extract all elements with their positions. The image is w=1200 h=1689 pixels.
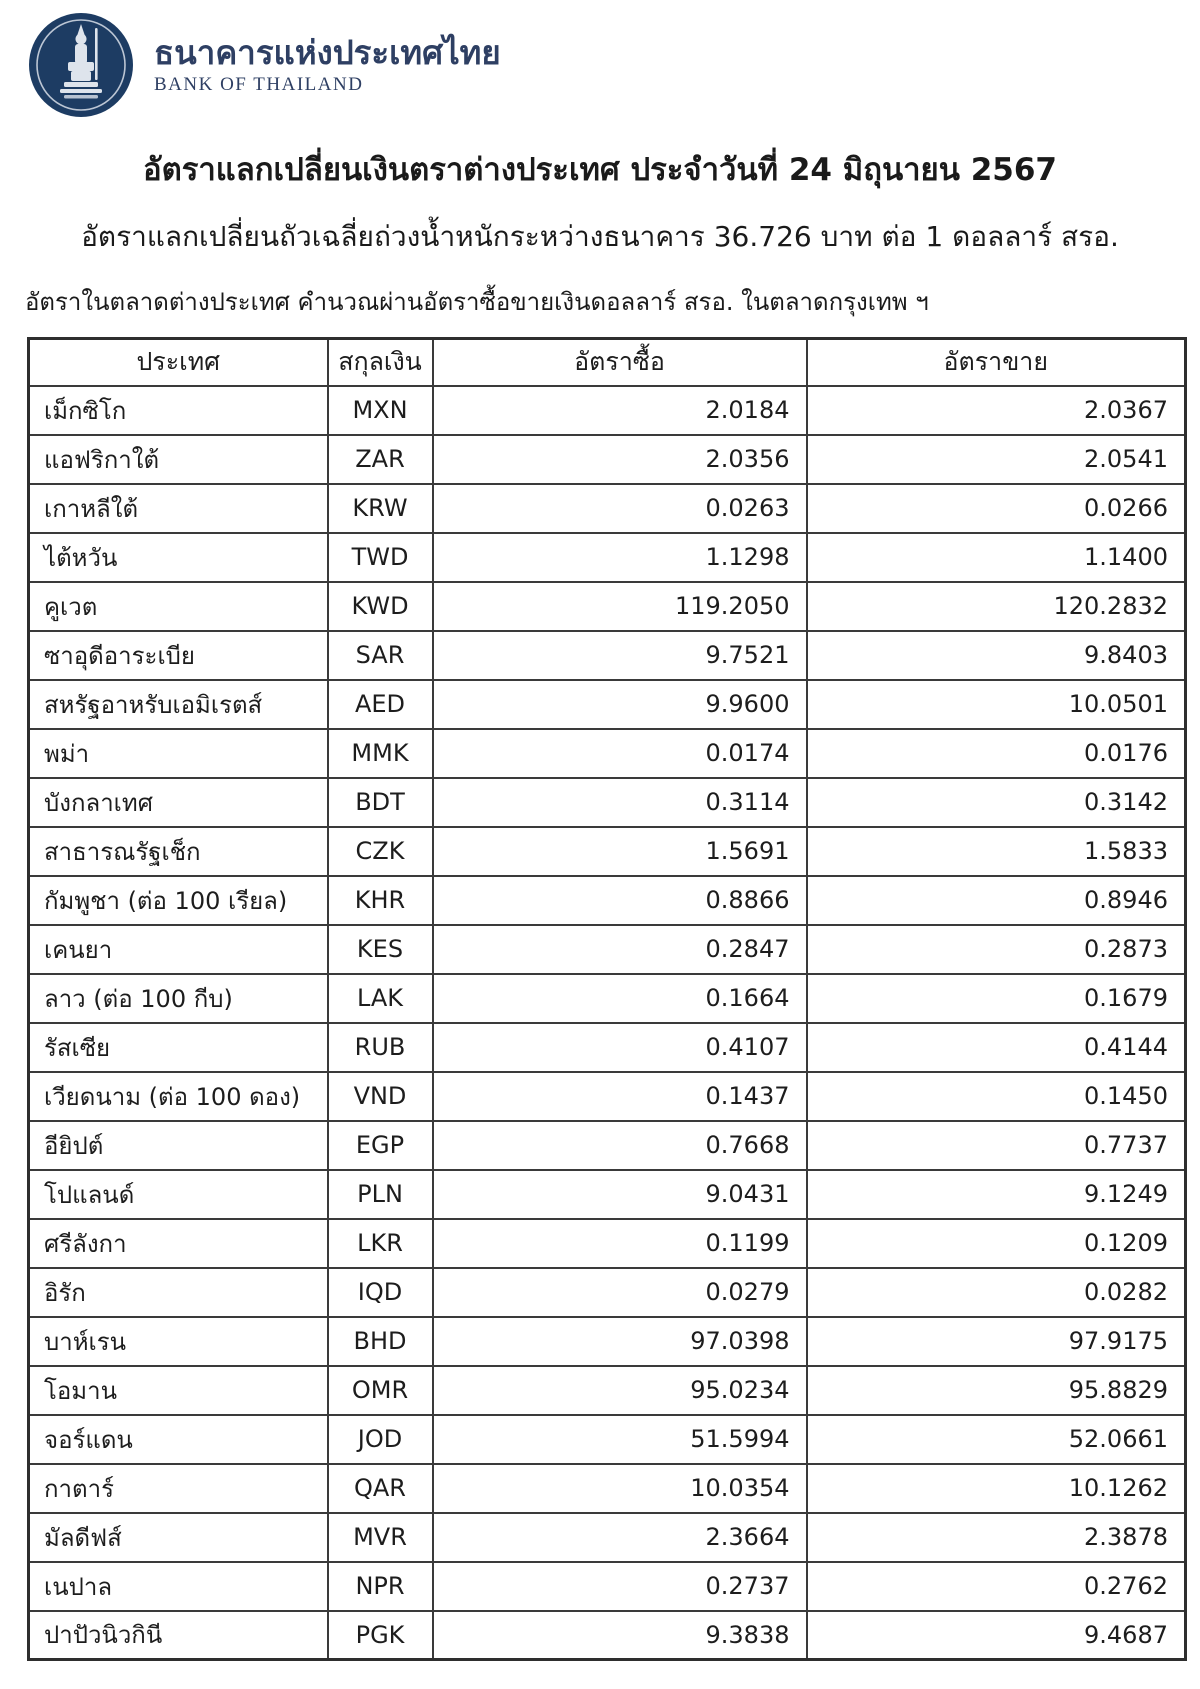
buy-rate-cell: 97.0398 [433,1317,807,1366]
sell-rate-cell: 0.1679 [807,974,1186,1023]
currency-cell: OMR [328,1366,433,1415]
buy-rate-cell: 0.7668 [433,1121,807,1170]
buy-rate-cell: 9.9600 [433,680,807,729]
bank-of-thailand-emblem-icon [28,12,134,118]
currency-cell: KWD [328,582,433,631]
country-cell: คูเวต [29,582,328,631]
sell-rate-cell: 0.8946 [807,876,1186,925]
column-header-buy-rate: อัตราซื้อ [433,339,807,386]
country-cell: ซาอุดีอาระเบีย [29,631,328,680]
country-cell: อียิปต์ [29,1121,328,1170]
currency-cell: KRW [328,484,433,533]
buy-rate-cell: 2.0184 [433,386,807,435]
buy-rate-cell: 9.3838 [433,1611,807,1660]
country-cell: มัลดีฟส์ [29,1513,328,1562]
currency-cell: KES [328,925,433,974]
sell-rate-cell: 2.3878 [807,1513,1186,1562]
table-row [29,1170,1186,1219]
country-cell: ศรีลังกา [29,1219,328,1268]
currency-cell: KHR [328,876,433,925]
country-cell: ปาปัวนิวกินี [29,1611,328,1660]
sell-rate-cell: 0.0282 [807,1268,1186,1317]
table-row [29,1023,1186,1072]
buy-rate-cell: 9.7521 [433,631,807,680]
country-cell: สาธารณรัฐเช็ก [29,827,328,876]
country-cell: เนปาล [29,1562,328,1611]
table-row [29,974,1186,1023]
sell-rate-cell: 0.2762 [807,1562,1186,1611]
table-row [29,778,1186,827]
buy-rate-cell: 0.2847 [433,925,807,974]
buy-rate-cell: 9.0431 [433,1170,807,1219]
table-row [29,1317,1186,1366]
buy-rate-cell: 1.5691 [433,827,807,876]
sell-rate-cell: 9.4687 [807,1611,1186,1660]
page-subtitle: อัตราแลกเปลี่ยนถัวเฉลี่ยถ่วงน้ำหนักระหว่างธนาคาร 36.726 บาท ต่อ 1 ดอลลาร์ สรอ. [81,219,1119,253]
buy-rate-cell: 10.0354 [433,1464,807,1513]
sell-rate-cell: 0.0176 [807,729,1186,778]
currency-cell: IQD [328,1268,433,1317]
exchange-rates-table [27,337,1187,1661]
table-row [29,1513,1186,1562]
buy-rate-cell: 0.0174 [433,729,807,778]
currency-cell: LKR [328,1219,433,1268]
sell-rate-cell: 0.4144 [807,1023,1186,1072]
country-cell: กาตาร์ [29,1464,328,1513]
currency-cell: RUB [328,1023,433,1072]
table-row [29,435,1186,484]
buy-rate-cell: 0.1664 [433,974,807,1023]
currency-cell: JOD [328,1415,433,1464]
country-cell: เม็กซิโก [29,386,328,435]
country-cell: กัมพูชา (ต่อ 100 เรียล) [29,876,328,925]
sell-rate-cell: 0.7737 [807,1121,1186,1170]
page-header [0,0,1200,118]
table-row [29,1121,1186,1170]
table-row [29,827,1186,876]
table-header-row [29,339,1186,386]
sell-rate-cell: 9.8403 [807,631,1186,680]
country-cell: เวียดนาม (ต่อ 100 ดอง) [29,1072,328,1121]
rates-table-body [29,386,1186,1660]
country-cell: โปแลนด์ [29,1170,328,1219]
sell-rate-cell: 0.2873 [807,925,1186,974]
buy-rate-cell: 0.3114 [433,778,807,827]
table-row [29,1415,1186,1464]
sell-rate-cell: 0.1209 [807,1219,1186,1268]
sell-rate-cell: 2.0367 [807,386,1186,435]
org-name-block [154,34,501,97]
buy-rate-cell: 95.0234 [433,1366,807,1415]
table-row [29,1219,1186,1268]
table-row [29,1562,1186,1611]
table-row [29,631,1186,680]
table-row [29,1464,1186,1513]
sell-rate-cell: 0.3142 [807,778,1186,827]
sell-rate-cell: 52.0661 [807,1415,1186,1464]
table-row [29,729,1186,778]
currency-cell: LAK [328,974,433,1023]
buy-rate-cell: 0.4107 [433,1023,807,1072]
country-cell: แอฟริกาใต้ [29,435,328,484]
table-row [29,582,1186,631]
currency-cell: VND [328,1072,433,1121]
page-title: อัตราแลกเปลี่ยนเงินตราต่างประเทศ ประจำวันที่ 24 มิถุนายน 2567 [143,152,1057,188]
sell-rate-cell: 95.8829 [807,1366,1186,1415]
buy-rate-cell: 0.0279 [433,1268,807,1317]
table-row [29,680,1186,729]
sell-rate-cell: 120.2832 [807,582,1186,631]
buy-rate-cell: 51.5994 [433,1415,807,1464]
currency-cell: PLN [328,1170,433,1219]
country-cell: ไต้หวัน [29,533,328,582]
country-cell: บังกลาเทศ [29,778,328,827]
table-row [29,1611,1186,1660]
org-name-english: BANK OF THAILAND [154,74,364,96]
country-cell: รัสเซีย [29,1023,328,1072]
table-row [29,484,1186,533]
currency-cell: ZAR [328,435,433,484]
currency-cell: TWD [328,533,433,582]
column-header-currency: สกุลเงิน [328,339,433,386]
buy-rate-cell: 119.2050 [433,582,807,631]
country-cell: พม่า [29,729,328,778]
currency-cell: CZK [328,827,433,876]
market-note: อัตราในตลาดต่างประเทศ คำนวณผ่านอัตราซื้อขายเงินดอลลาร์ สรอ. ในตลาดกรุงเทพ ฯ [25,288,929,316]
table-row [29,925,1186,974]
country-cell: เกาหลีใต้ [29,484,328,533]
org-name-thai: ธนาคารแห่งประเทศไทย [154,32,501,72]
currency-cell: BDT [328,778,433,827]
sell-rate-cell: 1.5833 [807,827,1186,876]
currency-cell: AED [328,680,433,729]
currency-cell: BHD [328,1317,433,1366]
currency-cell: NPR [328,1562,433,1611]
table-row [29,533,1186,582]
sell-rate-cell: 1.1400 [807,533,1186,582]
sell-rate-cell: 10.0501 [807,680,1186,729]
sell-rate-cell: 0.1450 [807,1072,1186,1121]
table-row [29,1268,1186,1317]
table-row [29,1072,1186,1121]
buy-rate-cell: 0.2737 [433,1562,807,1611]
currency-cell: QAR [328,1464,433,1513]
sell-rate-cell: 2.0541 [807,435,1186,484]
sell-rate-cell: 0.0266 [807,484,1186,533]
country-cell: สหรัฐอาหรับเอมิเรตส์ [29,680,328,729]
buy-rate-cell: 1.1298 [433,533,807,582]
currency-cell: MMK [328,729,433,778]
table-row [29,386,1186,435]
column-header-sell-rate: อัตราขาย [807,339,1186,386]
currency-cell: EGP [328,1121,433,1170]
buy-rate-cell: 0.0263 [433,484,807,533]
country-cell: อิรัก [29,1268,328,1317]
country-cell: เคนยา [29,925,328,974]
buy-rate-cell: 0.8866 [433,876,807,925]
country-cell: ลาว (ต่อ 100 กีบ) [29,974,328,1023]
currency-cell: PGK [328,1611,433,1660]
currency-cell: MXN [328,386,433,435]
sell-rate-cell: 97.9175 [807,1317,1186,1366]
currency-cell: MVR [328,1513,433,1562]
sell-rate-cell: 10.1262 [807,1464,1186,1513]
column-header-country: ประเทศ [29,339,328,386]
buy-rate-cell: 2.0356 [433,435,807,484]
country-cell: โอมาน [29,1366,328,1415]
buy-rate-cell: 2.3664 [433,1513,807,1562]
table-row [29,1366,1186,1415]
currency-cell: SAR [328,631,433,680]
buy-rate-cell: 0.1437 [433,1072,807,1121]
sell-rate-cell: 9.1249 [807,1170,1186,1219]
table-row [29,876,1186,925]
country-cell: บาห์เรน [29,1317,328,1366]
buy-rate-cell: 0.1199 [433,1219,807,1268]
country-cell: จอร์แดน [29,1415,328,1464]
